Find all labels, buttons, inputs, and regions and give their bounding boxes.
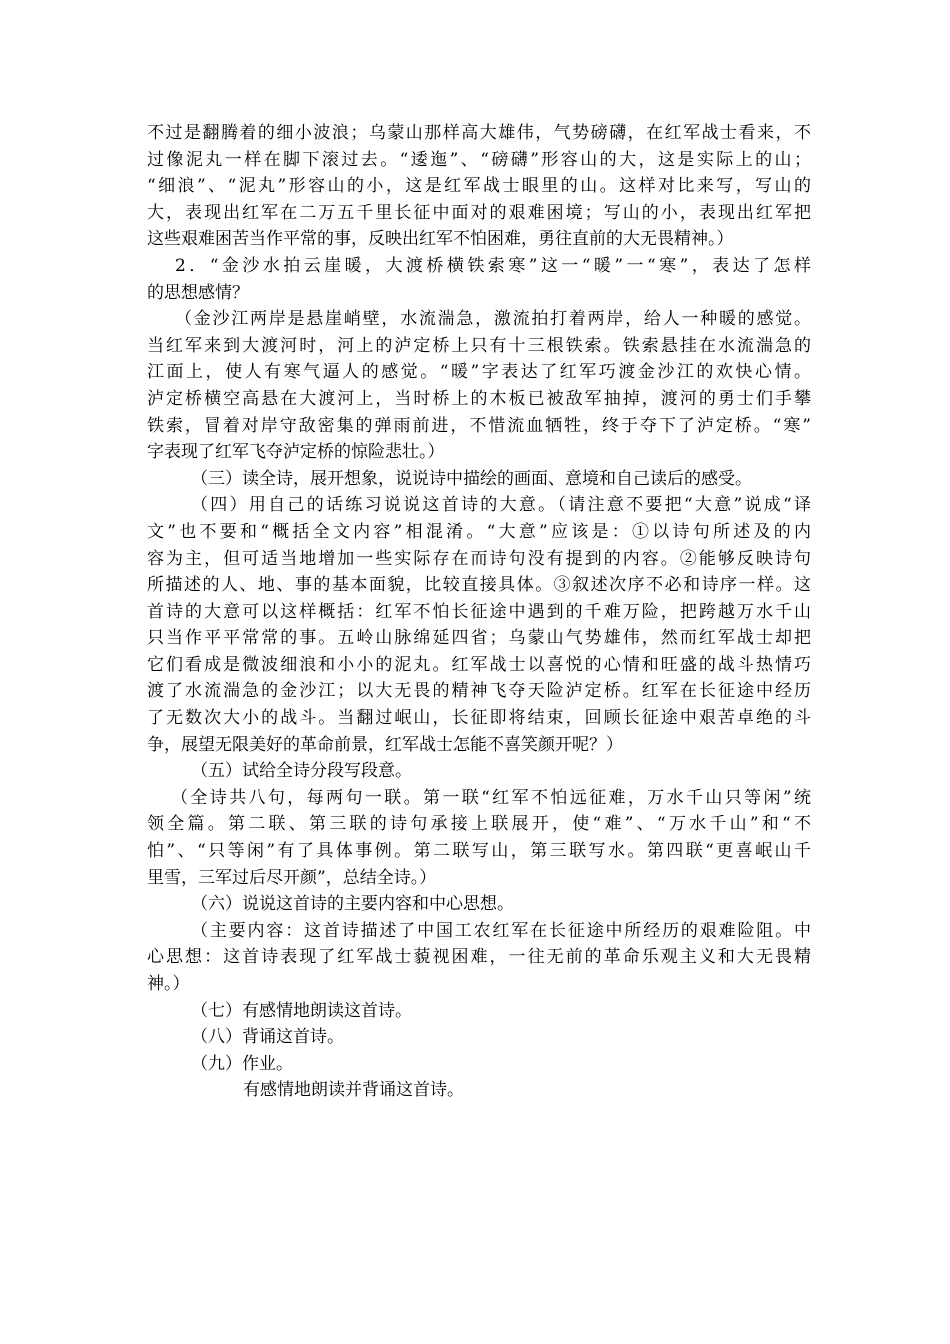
text-line: 不过是翻腾着的细小波浪；乌蒙山那样高大雄伟，气势磅礴，在红军战士看来，不 xyxy=(147,123,811,143)
text-line: 心思想：这首诗表现了红军战士藐视困难，一往无前的革命乐观主义和大无畏精 xyxy=(147,947,811,968)
homework xyxy=(147,1077,811,1104)
text-line: （九）作业。 xyxy=(191,1053,293,1074)
answer-6 xyxy=(147,918,811,998)
step-3 xyxy=(147,466,811,493)
text-line: 首诗的大意可以这样概括：红军不怕长征途中遇到的千难万险，把跨越万水千山 xyxy=(147,601,811,622)
text-line: 所描述的人、地、事的基本面貌，比较直接具体。③叙述次序不必和诗序一样。这 xyxy=(147,575,811,596)
text-line: 容为主，但可适当地增加一些实际存在而诗句没有提到的内容。②能够反映诗句 xyxy=(147,548,811,569)
text-line: 字表现了红军飞夺泸定桥的惊险悲壮。） xyxy=(147,442,445,463)
text-line: “细浪”、“泥丸”形容山的小，这是红军战士眼里的山。这样对比来写，写山的 xyxy=(147,176,811,197)
text-line: （主要内容：这首诗描述了中国工农红军在长征途中所经历的艰难险阻。中 xyxy=(191,920,811,941)
text-line: 铁索，冒着对岸守敌密集的弹雨前进，不惜流血牺牲，终于夺下了泸定桥。“寒” xyxy=(147,415,811,436)
step-9 xyxy=(147,1051,811,1078)
text-line: 这些艰难困苦当作平常的事，反映出红军不怕困难，勇往直前的大无畏精神。） xyxy=(147,229,734,250)
text-line: （五）试给全诗分段写段意。 xyxy=(191,761,412,782)
text-line: （四）用自己的话练习说说这首诗的大意。（请注意不要把“大意”说成“译 xyxy=(191,495,811,516)
text-line: 过像泥丸一样在脚下滚过去。“逶迤”、“磅礴”形容山的大，这是实际上的山； xyxy=(147,149,811,170)
text-line: 大，表现出红军在二万五千里长征中面对的艰难困境；写山的小，表现出红军把 xyxy=(147,202,811,223)
text-line: 它们看成是微波细浪和小小的泥丸。红军战士以喜悦的心情和旺盛的战斗热情巧 xyxy=(147,654,811,675)
text-line: 里雪，三军过后尽开颜”，总结全诗。） xyxy=(147,867,437,888)
text-line: （八）背诵这首诗。 xyxy=(191,1027,344,1048)
answer-5 xyxy=(147,785,811,891)
text-line: 有感情地朗读并背诵这首诗。 xyxy=(243,1080,464,1101)
text-line: 神。） xyxy=(147,974,190,994)
document-page xyxy=(147,120,811,1104)
answer-2 xyxy=(147,306,811,466)
text-line: 当红军来到大渡河时，河上的泸定桥上只有十三根铁索。铁索悬挂在水流湍急的 xyxy=(147,335,811,356)
step-6 xyxy=(147,891,811,918)
step-8 xyxy=(147,1024,811,1051)
step-4 xyxy=(147,492,811,758)
text-line: 文”也不要和“概括全文内容”相混淆。“大意”应该是：①以诗句所述及的内 xyxy=(147,521,811,542)
text-line: 只当作平平常常的事。五岭山脉绵延四省；乌蒙山气势雄伟，然而红军战士却把 xyxy=(147,628,811,649)
step-7 xyxy=(147,998,811,1025)
text-line: 争，展望无限美好的革命前景，红军战士怎能不喜笑颜开呢？） xyxy=(147,734,623,755)
question-2 xyxy=(147,253,811,306)
text-line: 怕”、“只等闲”有了具体事例。第二联写山，第三联写水。第四联“更喜岷山千 xyxy=(147,841,811,862)
text-line: （三）读全诗，展开想象，说说诗中描绘的画面、意境和自己读后的感受。 xyxy=(191,468,752,489)
text-line: （全诗共八句，每两句一联。第一联“红军不怕远征难，万水千山只等闲”统 xyxy=(171,787,811,808)
text-line: 江面上，使人有寒气逼人的感觉。“暖”字表达了红军巧渡金沙江的欢快心情。 xyxy=(147,362,811,383)
text-line: 泸定桥横空高悬在大渡河上，当时桥上的木板已被敌军抽掉，渡河的勇士们手攀 xyxy=(147,388,811,409)
text-line: （六）说说这首诗的主要内容和中心思想。 xyxy=(191,894,514,915)
paragraph-continuation xyxy=(147,120,811,253)
text-line: （七）有感情地朗读这首诗。 xyxy=(191,1000,412,1021)
text-line: 的思想感情？ xyxy=(147,282,249,303)
step-5 xyxy=(147,758,811,785)
text-line: 渡了水流湍急的金沙江；以大无畏的精神飞夺天险泸定桥。红军在长征途中经历 xyxy=(147,681,811,702)
text-line: 2．“金沙水拍云崖暖，大渡桥横铁索寒”这一“暖”一“寒”，表达了怎样 xyxy=(175,255,811,276)
text-line: 领全篇。第二联、第三联的诗句承接上联展开，使“难”、“万水千山”和“不 xyxy=(147,814,811,835)
text-line: 了无数次大小的战斗。当翻过岷山，长征即将结束，回顾长征途中艰苦卓绝的斗 xyxy=(147,708,811,729)
text-line: （金沙江两岸是悬崖峭壁，水流湍急，激流拍打着两岸，给人一种暖的感觉。 xyxy=(175,309,811,330)
